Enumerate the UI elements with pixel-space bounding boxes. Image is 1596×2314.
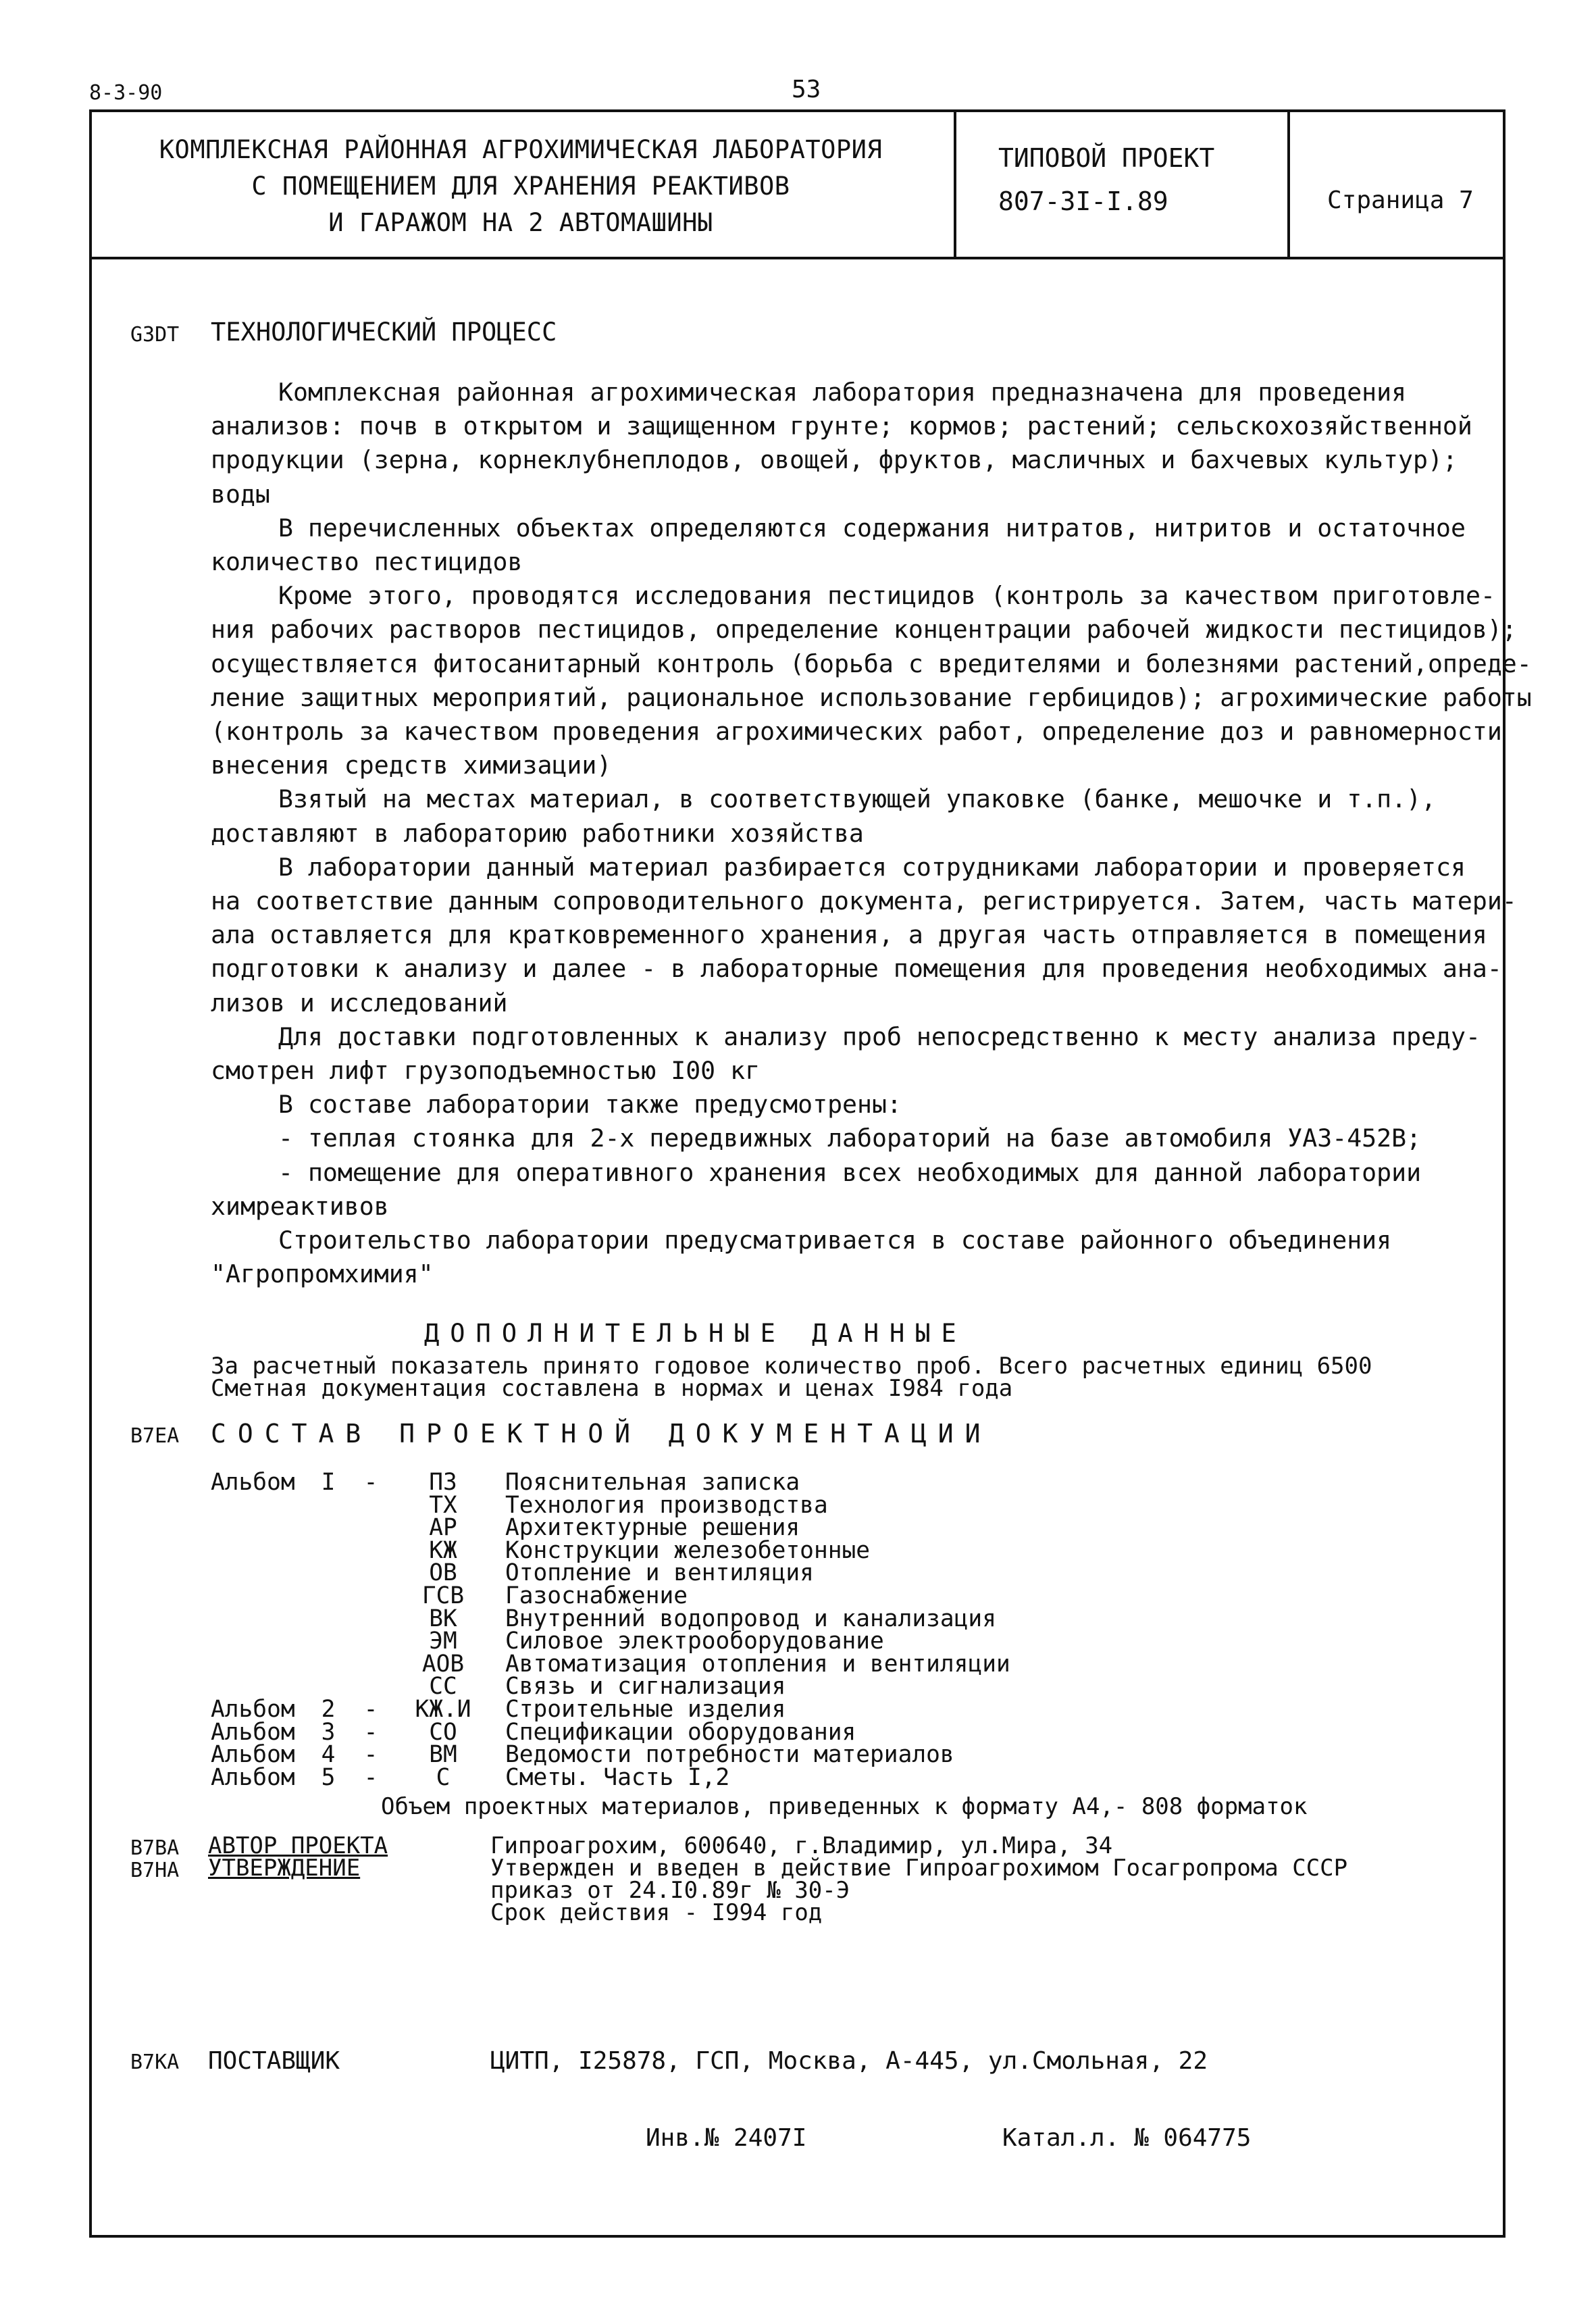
- table-row: [211, 1472, 1010, 1494]
- table-row: [211, 1699, 1010, 1721]
- approval-line: приказ от 24.I0.89г № 30-Э: [490, 1877, 850, 1904]
- process-line: "Агропромхимия": [211, 1259, 434, 1289]
- header-divider-1: [954, 109, 956, 258]
- section-code: B7HA: [130, 1859, 180, 1882]
- doc-name: Связь и сигнализация: [505, 1673, 786, 1701]
- process-line: - теплая стоянка для 2-х передвижных лабораторий на базе автомобиля УАЗ-452В;: [278, 1124, 1422, 1153]
- doc-name: Технология производства: [505, 1491, 828, 1519]
- table-row: [211, 1676, 1010, 1699]
- process-line: доставляют в лабораторию работники хозяйства: [211, 818, 864, 848]
- page-number: 53: [792, 76, 821, 103]
- doc-dash: [347, 1540, 394, 1563]
- doc-album: [211, 1653, 309, 1676]
- doc-num: [309, 1494, 347, 1517]
- doc-mark: ЭМ: [429, 1628, 457, 1655]
- doc-mark: СС: [429, 1673, 457, 1701]
- doc-name: Конструкции железобетонные: [505, 1536, 871, 1564]
- doc-num: [309, 1653, 347, 1676]
- doc-dash: -: [363, 1741, 378, 1769]
- doc-mark: СО: [429, 1718, 457, 1746]
- doc-dash: -: [363, 1718, 378, 1746]
- process-line: В лаборатории данный материал разбирается сотрудниками лаборатории и проверяется: [278, 852, 1466, 882]
- supplier-label: ПОСТАВЩИК: [208, 2047, 340, 2075]
- table-row: [211, 1517, 1010, 1540]
- section-title-composition: СОСТАВ ПРОЕКТНОЙ ДОКУМЕНТАЦИИ: [211, 1419, 992, 1449]
- doc-name: Ведомости потребности материалов: [505, 1741, 954, 1769]
- doc-album: [211, 1608, 309, 1631]
- doc-mark: АОВ: [421, 1650, 465, 1678]
- process-line: (контроль за качеством проведения агрохимических работ, определение доз и равномерности: [211, 717, 1502, 747]
- approval-line: Утвержден и введен в действие Гипроагрохимом Госагропрома СССР: [490, 1855, 1348, 1882]
- doc-name: Спецификации оборудования: [505, 1718, 856, 1746]
- process-line: ление защитных мероприятий, рациональное использование гербицидов); агрохимические работы: [211, 682, 1532, 712]
- header-title: [92, 132, 950, 241]
- doc-mark: КЖ.И: [415, 1695, 471, 1723]
- table-row: [211, 1540, 1010, 1563]
- doc-album: Альбом: [211, 1763, 295, 1791]
- supplier-value: ЦИТП, I25878, ГСП, Москва, А-445, ул.Смольная, 22: [490, 2047, 1208, 2075]
- process-line: внесения средств химизации): [211, 751, 612, 780]
- catalog-number: Катал.л. № 064775: [1002, 2124, 1252, 2152]
- inventory-number: Инв.№ 2407I: [646, 2124, 807, 2152]
- process-line: смотрен лифт грузоподъемностью I00 кг: [211, 1056, 761, 1086]
- process-line: В составе лаборатории также предусмотрены:: [278, 1090, 902, 1120]
- doc-name: Отопление и вентиляция: [505, 1559, 814, 1587]
- doc-album: [211, 1562, 309, 1585]
- doc-name: Архитектурные решения: [505, 1514, 800, 1542]
- doc-num: I: [321, 1469, 336, 1496]
- section-title-process: ТЕХНОЛОГИЧЕСКИЙ ПРОЦЕСС: [211, 318, 557, 347]
- author-label: АВТОР ПРОЕКТА: [208, 1832, 388, 1859]
- process-line: количество пестицидов: [211, 547, 523, 577]
- process-line: - помещение для оперативного хранения всех необходимых для данной лаборатории: [278, 1157, 1422, 1187]
- doc-num: [309, 1585, 347, 1608]
- process-line: лизов и исследований: [211, 988, 508, 1017]
- doc-dash: [347, 1653, 394, 1676]
- project-number: 807-3I-I.89: [998, 186, 1168, 216]
- doc-mark: ГСВ: [421, 1582, 465, 1609]
- header-divider-2: [1287, 109, 1290, 258]
- doc-album: [211, 1494, 309, 1517]
- doc-album: Альбом: [211, 1718, 295, 1746]
- volume-note: Объем проектных материалов, приведенных к формату А4,- 808 форматок: [381, 1793, 1308, 1820]
- section-code: B7KA: [130, 2051, 180, 2074]
- section-code: B7BA: [130, 1836, 180, 1860]
- process-body: [211, 376, 1532, 1291]
- doc-mark: ВМ: [429, 1741, 457, 1769]
- header-title-line: КОМПЛЕКСНАЯ РАЙОННАЯ АГРОХИМИЧЕСКАЯ ЛАБОРАТОРИЯ: [159, 135, 883, 164]
- additional-line: Сметная документация составлена в нормах и ценах I984 года: [211, 1375, 1013, 1402]
- doc-album: [211, 1517, 309, 1540]
- approval-label: УТВЕРЖДЕНИЕ: [208, 1855, 361, 1882]
- section-title-additional: ДОПОЛНИТЕЛЬНЫЕ ДАННЫЕ: [424, 1319, 967, 1348]
- process-line: ния рабочих растворов пестицидов, определение концентрации рабочей жидкости пестицидов);: [211, 615, 1517, 645]
- header-title-line: И ГАРАЖОМ НА 2 АВТОМАШИНЫ: [328, 208, 713, 237]
- header-title-line: С ПОМЕЩЕНИЕМ ДЛЯ ХРАНЕНИЯ РЕАКТИВОВ: [251, 172, 790, 201]
- doc-name: Сметы. Часть I,2: [505, 1763, 730, 1791]
- doc-mark: ОВ: [429, 1559, 457, 1587]
- doc-album: [211, 1540, 309, 1563]
- process-line: Для доставки подготовленных к анализу проб непосредственно к месту анализа преду-: [278, 1022, 1481, 1051]
- doc-album: [211, 1585, 309, 1608]
- doc-mark: ПЗ: [429, 1469, 457, 1496]
- table-row: [211, 1721, 1010, 1744]
- table-row: [211, 1630, 1010, 1653]
- doc-num: 4: [321, 1741, 336, 1769]
- doc-num: [309, 1608, 347, 1631]
- approval-line: Срок действия - I994 год: [490, 1899, 823, 1926]
- doc-mark: С: [436, 1763, 451, 1791]
- doc-num: [309, 1540, 347, 1563]
- doc-dash: [347, 1517, 394, 1540]
- doc-dash: [347, 1608, 394, 1631]
- table-row: [211, 1653, 1010, 1676]
- doc-dash: -: [363, 1763, 378, 1791]
- section-code: B7EA: [130, 1424, 180, 1448]
- doc-name: Строительные изделия: [505, 1695, 786, 1723]
- doc-album: Альбом: [211, 1469, 295, 1496]
- process-line: подготовки к анализу и далее - в лабораторные помещения для проведения необходимых ана-: [211, 954, 1502, 984]
- doc-mark: АР: [429, 1514, 457, 1542]
- doc-dash: [347, 1494, 394, 1517]
- process-line: ала оставляется для кратковременного хранения, а другая часть отправляется в помещения: [211, 920, 1487, 950]
- doc-album: [211, 1676, 309, 1699]
- table-row: [211, 1744, 1010, 1767]
- process-line: анализов: почв в открытом и защищенном грунте; кормов; растений; сельскохозяйственной: [211, 411, 1472, 441]
- doc-name: Газоснабжение: [505, 1582, 688, 1609]
- process-line: химреактивов: [211, 1191, 389, 1221]
- doc-num: [309, 1562, 347, 1585]
- project-label: ТИПОВОЙ ПРОЕКТ: [998, 143, 1215, 173]
- doc-dash: [347, 1630, 394, 1653]
- table-row: [211, 1494, 1010, 1517]
- doc-name: Автоматизация отопления и вентиляции: [505, 1650, 1010, 1678]
- doc-dash: [347, 1585, 394, 1608]
- additional-line: За расчетный показатель принято годовое количество проб. Всего расчетных единиц 6500: [211, 1353, 1372, 1380]
- doc-name: Силовое электрооборудование: [505, 1628, 884, 1655]
- author-value: Гипроагрохим, 600640, г.Владимир, ул.Мира, 34: [490, 1832, 1113, 1859]
- doc-mark: ВК: [429, 1605, 457, 1632]
- process-line: Взятый на местах материал, в соответствующей упаковке (банке, мешочке и т.п.),: [278, 784, 1437, 814]
- doc-mark: КЖ: [429, 1536, 457, 1564]
- doc-album: Альбом: [211, 1695, 295, 1723]
- doc-album: Альбом: [211, 1741, 295, 1769]
- doc-num: [309, 1630, 347, 1653]
- process-line: Кроме этого, проводятся исследования пестицидов (контроль за качеством приготовле-: [278, 581, 1495, 611]
- table-row: [211, 1767, 1010, 1790]
- document-ref: 8-3-90: [89, 81, 163, 105]
- documentation-table: [211, 1469, 1010, 1791]
- doc-dash: -: [363, 1469, 378, 1496]
- doc-dash: [347, 1676, 394, 1699]
- table-row: [211, 1562, 1010, 1585]
- process-line: Строительство лаборатории предусматривается в составе районного объединения: [278, 1226, 1392, 1255]
- doc-dash: -: [363, 1695, 378, 1723]
- header-bottom-line: [89, 257, 1505, 259]
- process-line: В перечисленных объектах определяются содержания нитратов, нитритов и остаточное: [278, 513, 1466, 543]
- process-line: воды: [211, 479, 270, 509]
- doc-num: 2: [321, 1695, 336, 1723]
- doc-name: Пояснительная записка: [505, 1469, 800, 1496]
- process-line: продукции (зерна, корнеклубнеплодов, овощей, фруктов, масличных и бахчевых культур);: [211, 445, 1458, 475]
- doc-album: [211, 1630, 309, 1653]
- doc-mark: ТХ: [429, 1491, 457, 1519]
- table-row: [211, 1608, 1010, 1631]
- doc-dash: [347, 1562, 394, 1585]
- doc-name: Внутренний водопровод и канализация: [505, 1605, 996, 1632]
- section-code: G3DT: [130, 323, 180, 347]
- doc-num: [309, 1676, 347, 1699]
- process-line: на соответствие данным сопроводительного документа, регистрируется. Затем, часть матери-: [211, 886, 1517, 916]
- doc-num: [309, 1517, 347, 1540]
- process-line: осуществляется фитосанитарный контроль (борьба с вредителями и болезнями растений,опреде-: [211, 649, 1532, 678]
- table-row: [211, 1585, 1010, 1608]
- doc-num: 5: [321, 1763, 336, 1791]
- page-label: Страница 7: [1327, 186, 1474, 214]
- process-line: Комплексная районная агрохимическая лаборатория предназначена для проведения: [278, 378, 1407, 407]
- doc-num: 3: [321, 1718, 336, 1746]
